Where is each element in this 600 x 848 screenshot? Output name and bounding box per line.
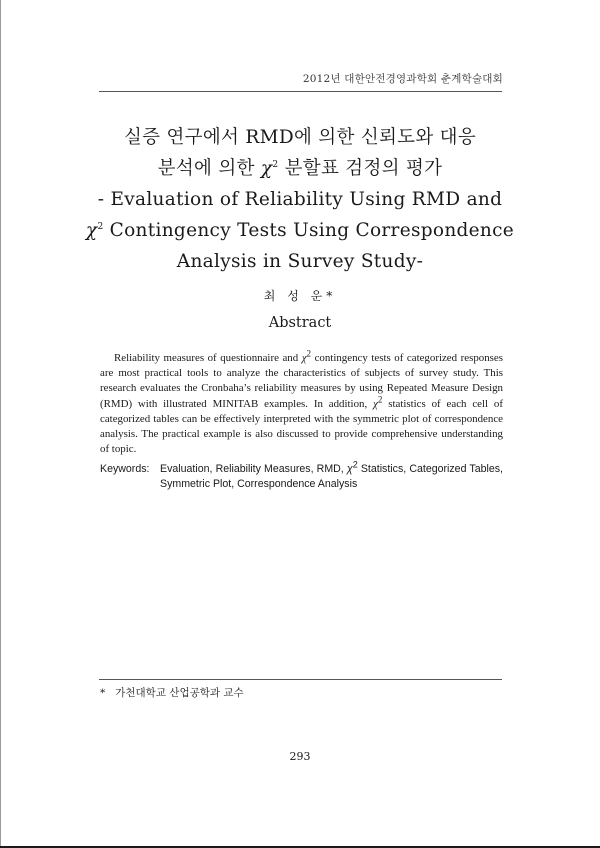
abstract-text-3: statistics of each cell of categorized tables can be effectively interpreted with the symmetric plot of correspondence analysis. The practical example is also discussed to provide comprehensive understanding of topic.: [100, 397, 503, 456]
page-number: 293: [289, 750, 311, 763]
keywords-text-1: Evaluation, Reliability Measures, RMD,: [160, 463, 347, 475]
chi-exponent: 2: [377, 393, 383, 404]
title-english-line-1: - Evaluation of Reliability Using RMD and: [97, 189, 503, 210]
title-korean-line-2-start: 분석에 의한: [157, 158, 261, 179]
chi-symbol: χ: [301, 352, 307, 364]
title-english-line-3: Analysis in Survey Study-: [176, 251, 424, 272]
keywords-list: [160, 459, 503, 492]
header-rule: [99, 91, 502, 92]
footnote: [100, 685, 244, 700]
title-korean-line-1: 실증 연구에서 RMD에 의한 신뢰도와 대응: [123, 127, 477, 148]
chi-exponent: 2: [272, 159, 279, 170]
running-header: 2012년 대한안전경영과학회 춘계학술대회: [302, 73, 503, 85]
chi-symbol: χ: [373, 397, 378, 410]
chi-exponent: 2: [352, 459, 358, 470]
footnote-text: 가천대학교 산업공학과 교수: [115, 687, 244, 699]
chi-exponent: 2: [306, 348, 312, 359]
footnote-rule: [99, 679, 502, 680]
title-english-line-2: [80, 215, 520, 246]
title-korean-line-2-end: 분할표 검정의 평가: [278, 158, 443, 179]
page-frame-left: [0, 0, 1, 848]
abstract-body: [100, 348, 503, 457]
author-name: 최 성 운*: [263, 289, 337, 303]
chi-symbol: χ: [346, 463, 353, 475]
chi-symbol: χ: [85, 220, 98, 241]
keywords-text-2: Statistics, Categorized Tables, Symmetric Plot, Correspondence Analysis: [160, 463, 503, 490]
title-korean-line-2: [80, 153, 520, 184]
abstract-text-2: contingency tests of categorized responses are most practical tools to analyze the characteristics of subjects of survey study. This research evaluates the Cronbaha’s reliability measures by using Repeated Measure Design (RMD) with illustrated MINITAB examples. In addition,: [100, 352, 503, 410]
keywords-label: Keywords:: [100, 463, 150, 475]
footnote-mark: *: [100, 687, 106, 699]
chi-symbol: χ: [260, 158, 273, 179]
abstract-text-1: Reliability measures of questionnaire and: [114, 352, 302, 364]
abstract-heading: Abstract: [268, 315, 332, 331]
chi-exponent: 2: [97, 221, 104, 232]
paper-title: [80, 122, 520, 277]
title-english-line-2-end: Contingency Tests Using Correspondence: [103, 220, 515, 241]
